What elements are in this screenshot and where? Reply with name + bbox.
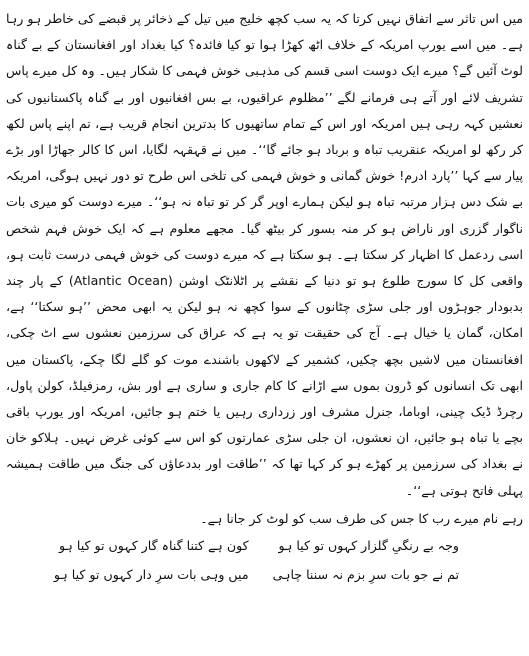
verse-line-4: میں وہی بات سرِ دار کہوں تو کیا ہو [53, 566, 249, 582]
verse-line-3: تم نے جو بات سرِ بزم نہ سننا چاہی [272, 566, 459, 582]
article-paragraph-2: میرے ایک دوست اسی قسم کی مذہبی خوش فہمی کا شکار ہیں۔ وہ کل میرے پاس تشریف لائے اور آتے ہی فرمانے لگے ’’مظلوم عراقیوں، بے بس افغانیوں اور بے گناہ پاکستانیوں کی نعشیں کہہ رہی ہیں امریکہ اور اس کے تمام ساتھیوں کا بدترین انجام قریب ہے، تم اپنے پاس لکھ کر رکھ لو امریکہ عنقریب تباہ و برباد ہو جائے گا‘‘۔ میں نے قہقہہ لگایا، اس کا کالر جھاڑا اور بڑے پیار سے کہا ’’پارد ادرم! خوش گمانی و خوش فہمی کی تلخی اس طرح تو دور نہیں ہوگی، امریکہ بے شک دس ہزار مرتبہ تباہ ہو لیکن ہمارے اوپر گر کر تو تباہ نہ ہو‘‘۔ میرے دوست کو میری بات ناگوار گزری اور ناراض ہو کر منہ بسور کر بیٹھ گیا۔ مجھے معلوم ہے کہ ایک خوش فہم شخص اسی ردعمل کا اظہار کر سکتا ہے۔ ہو سکتا ہے کہ میرے دوست کی خوش فہمی درست ثابت ہو، واقعی کل کا سورج طلوع ہو تو دنیا کے نقشے پر اٹلانٹک اوشن (Atlantic Ocean) کے پار چند بدبودار جوہڑوں اور جلی سڑی چٹانوں کے سوا کچھ نہ ہو لیکن یہ ابھی محض ’’ہو سکتا‘‘ ہے، امکان، گمان یا خیال ہے۔ آج کی حقیقت تو یہ ہے کہ عراق کی سرزمین نعشوں سے اٹ چکی، افغانستان میں لاشیں بچھ چکیں، کشمیر کے لاکھوں باشندے موت کو گلے لگا چکے، پاکستان میں ابھی تک انسانوں کو ڈرون بموں سے اڑانے کا کام جاری و ساری ہے اور بش، رمزفیلڈ، کولن پاول، رچرڈ ڈیک چینی، اوباما، جنرل مشرف اور زرداری رہیں یا ختم ہو جائیں، امریکہ اور یورپ باقی بچے یا تباہ ہو جائیں، ان نعشوں، ان جلی سڑی عمارتوں کو اس سے کوئی غرض نہیں۔ ہلاکو خان نے بغداد کی سرزمین پر کھڑے ہو کر کہا تھا کہ ’’طاقت اور بددعاؤں کی جنگ میں طاقت ہمیشہ پہلی فاتح ہوتی ہے‘‘۔ [5, 63, 523, 498]
closing-line: رہے نام میرے رب کا جس کی طرف سب کو لوٹ کر جانا ہے۔ [200, 510, 523, 526]
verse-line-1: وجہ بے رنگیِ گلزار کہوں تو کیا ہو [278, 537, 459, 553]
article-paragraph-1: میں اس تاثر سے اتفاق نہیں کرتا کہ یہ سب کچھ خلیج میں تیل کے ذخائر پر قبضے کی خاطر ہو رہا ہے۔ میں اسے یورپ امریکہ کے خلاف اٹھ کھڑا ہوا تو کیا فائدہ؟ کیا بغداد اور افغانستان کے بے گناہ لوٹ آئیں گے؟ [6, 11, 523, 79]
article-body [6, 6, 523, 504]
verse-line-2: کون ہے کتنا گناہ گار کہوں تو کیا ہو [59, 537, 249, 553]
poetry-verses [6, 538, 523, 582]
